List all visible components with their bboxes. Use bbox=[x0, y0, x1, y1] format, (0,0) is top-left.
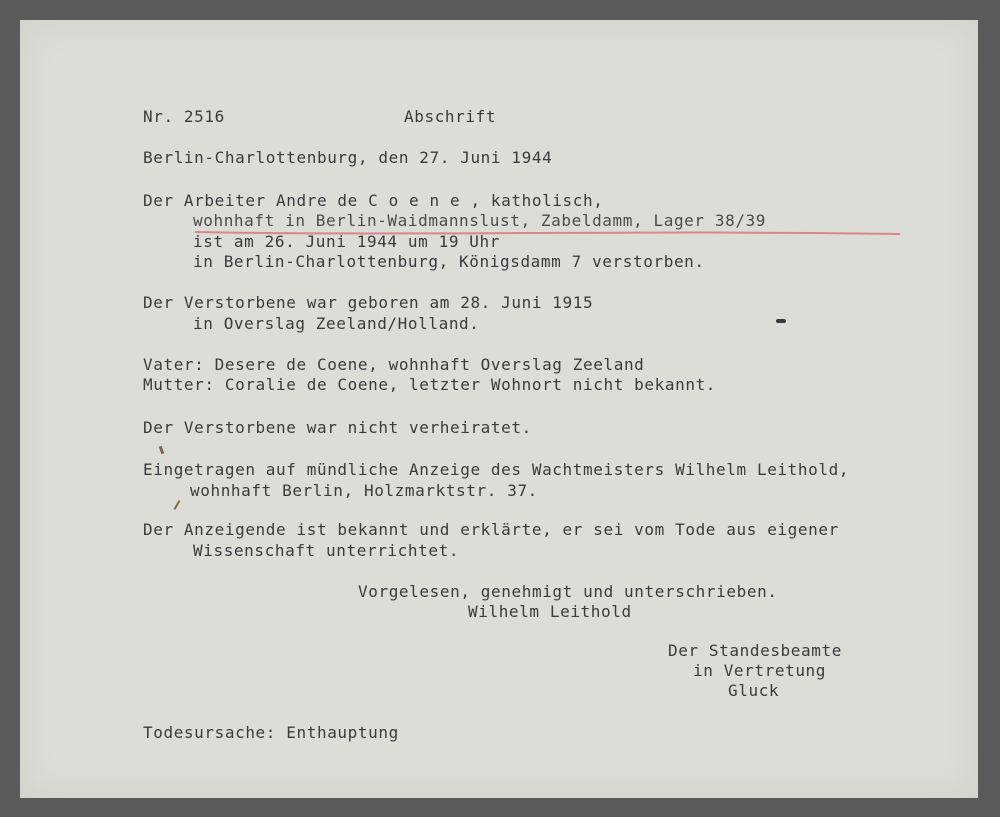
document-page bbox=[20, 20, 978, 798]
typewriter-dash-mark bbox=[776, 319, 786, 323]
registrar-deputy: in Vertretung bbox=[693, 661, 827, 680]
entry-line-2: wohnhaft in Berlin-Waidmannslust, Zabeldamm, Lager 38/39 bbox=[193, 211, 767, 230]
birth-line-2: in Overslag Zeeland/Holland. bbox=[193, 314, 480, 333]
read-approved: Vorgelesen, genehmigt und unterschrieben. bbox=[358, 582, 778, 601]
birth-line-1: Der Verstorbene war geboren am 28. Juni 1915 bbox=[143, 293, 594, 312]
registrar-title: Der Standesbeamte bbox=[668, 641, 842, 660]
entry-line-3: ist am 26. Juni 1944 um 19 Uhr bbox=[193, 232, 500, 251]
registrar-name: Gluck bbox=[728, 681, 780, 700]
informant-signature: Wilhelm Leithold bbox=[468, 602, 632, 621]
marital-status: Der Verstorbene war nicht verheiratet. bbox=[143, 418, 532, 437]
document-number: Nr. 2516 bbox=[143, 107, 225, 126]
declaration-line-1: Der Anzeigende ist bekannt und erklärte, er sei vom Tode aus eigener bbox=[143, 520, 839, 539]
registration-line-2: wohnhaft Berlin, Holzmarktstr. 37. bbox=[190, 481, 538, 500]
declaration-line-2: Wissenschaft unterrichtet. bbox=[193, 541, 460, 560]
entry-line-1: Der Arbeiter Andre de C o e n e , katholisch, bbox=[143, 191, 604, 210]
registration-line-1: Eingetragen auf mündliche Anzeige des Wachtmeisters Wilhelm Leithold, bbox=[143, 460, 850, 479]
cause-of-death: Todesursache: Enthauptung bbox=[143, 723, 399, 742]
document-heading: Abschrift bbox=[404, 107, 497, 126]
entry-line-4: in Berlin-Charlottenburg, Königsdamm 7 verstorben. bbox=[193, 252, 705, 271]
father-line: Vater: Desere de Coene, wohnhaft Overslag Zeeland bbox=[143, 355, 645, 374]
mother-line: Mutter: Coralie de Coene, letzter Wohnort nicht bekannt. bbox=[143, 375, 717, 394]
place-date: Berlin-Charlottenburg, den 27. Juni 1944 bbox=[143, 148, 553, 167]
